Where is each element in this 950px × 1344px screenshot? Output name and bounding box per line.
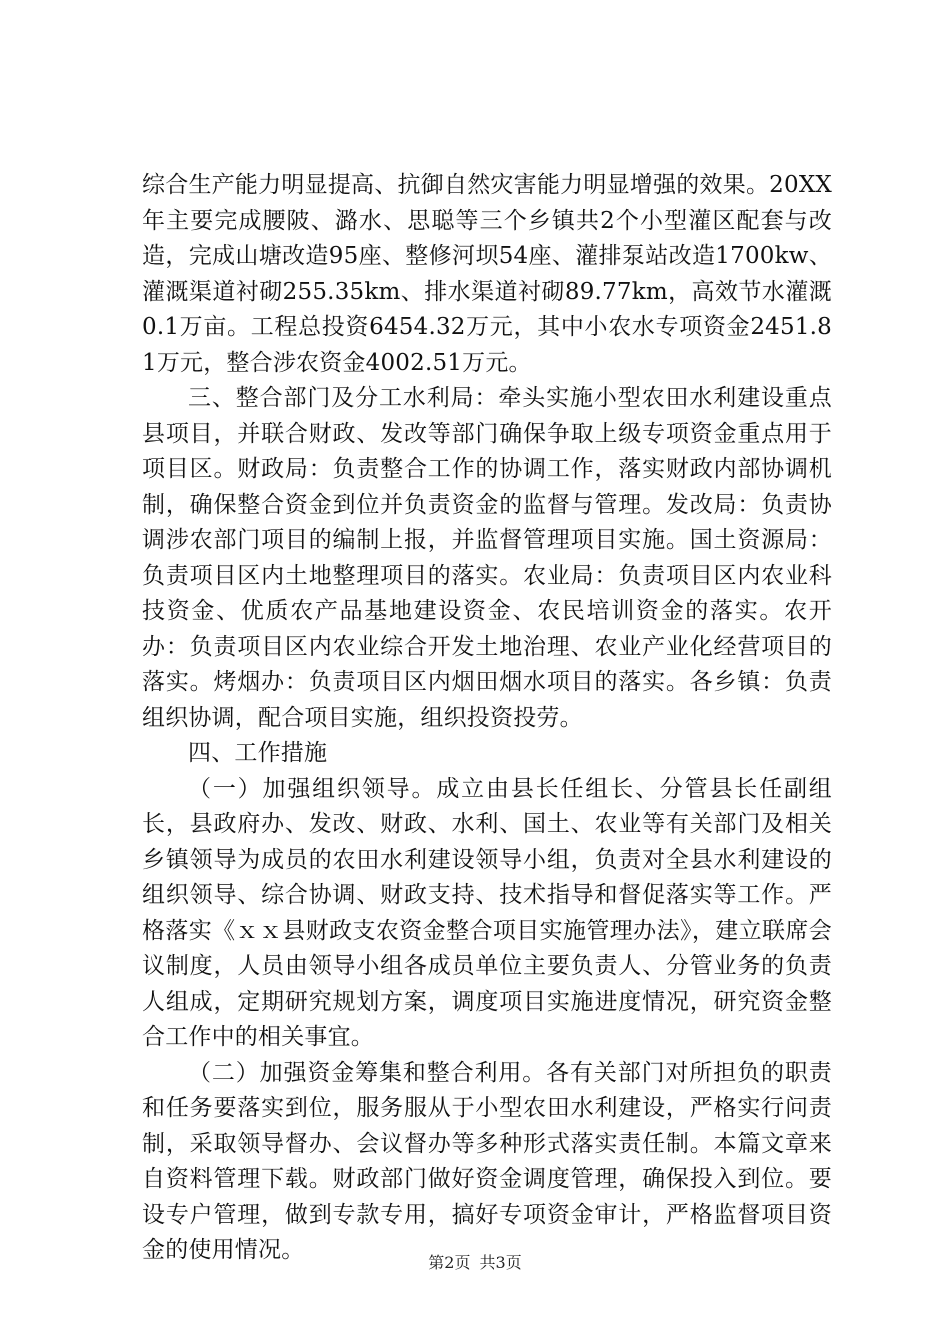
paragraph-organization: （一）加强组织领导。成立由县长任组长、分管县长任副组长，县政府办、发改、财政、水利、国土、农业等有关部门及相关乡镇领导为成员的农田水利建设领导小组，负责对全县水利建设的组织领导、综合协调、财政支持、技术指导和督促落实等工作。严格落实《ｘｘ县财政支农资金整合项目实施管理办法》，建立联席会议制度，人员由领导小组各成员单位主要负责人、分管业务的负责人组成，定期研究规划方案，调度项目实施进度情况，研究资金整合工作中的相关事宜。 — [142, 775, 832, 1050]
paragraph-funding: （二）加强资金筹集和整合利用。各有关部门对所担负的职责和任务要落实到位，服务服从于小型农田水利建设，严格实行问责制，采取领导督办、会议督办等多种形式落实责任制。本篇文章来自资料管理下载。财政部门做好资金调度管理，确保投入到位。要设专户管理，做到专款专用，搞好专项资金审计，严格监督项目资金的使用情况。 — [142, 1059, 832, 1263]
section-heading-measures: 四、工作措施 — [188, 740, 328, 766]
page-number: 第2页 — [428, 1253, 471, 1272]
paragraph-departments: 三、整合部门及分工水利局：牵头实施小型农田水利建设重点县项目，并联合财政、发改等部门确保争取上级专项资金重点用于项目区。财政局：负责整合工作的协调工作，落实财政内部协调机制，确保整合资金到位并负责资金的监督与管理。发改局：负责协调涉农部门项目的编制上报，并监督管理项目实施。国土资源局：负责项目区内土地整理项目的落实。农业局：负责项目区内农业科技资金、优质农产品基地建设资金、农民培训资金的落实。农开办：负责项目区内农业综合开发土地治理、农业产业化经营项目的落实。烤烟办：负责项目区内烟田烟水项目的落实。各乡镇：负责组织协调，配合项目实施，组织投资投劳。 — [142, 385, 832, 731]
document-body — [142, 168, 832, 1269]
page-footer — [0, 1250, 950, 1273]
page-total: 共3页 — [479, 1253, 522, 1272]
paragraph-summary: 综合生产能力明显提高、抗御自然灾害能力明显增强的效果。20XX年主要完成腰陂、潞水、思聪等三个乡镇共2个小型灌区配套与改造，完成山塘改造95座、整修河坝54座、灌排泵站改造1700kw、灌溉渠道衬砌255.35km、排水渠道衬砌89.77km，高效节水灌溉0.1万亩。工程总投资6454.32万元，其中小农水专项资金2451.81万元，整合涉农资金4002.51万元。 — [142, 172, 832, 376]
